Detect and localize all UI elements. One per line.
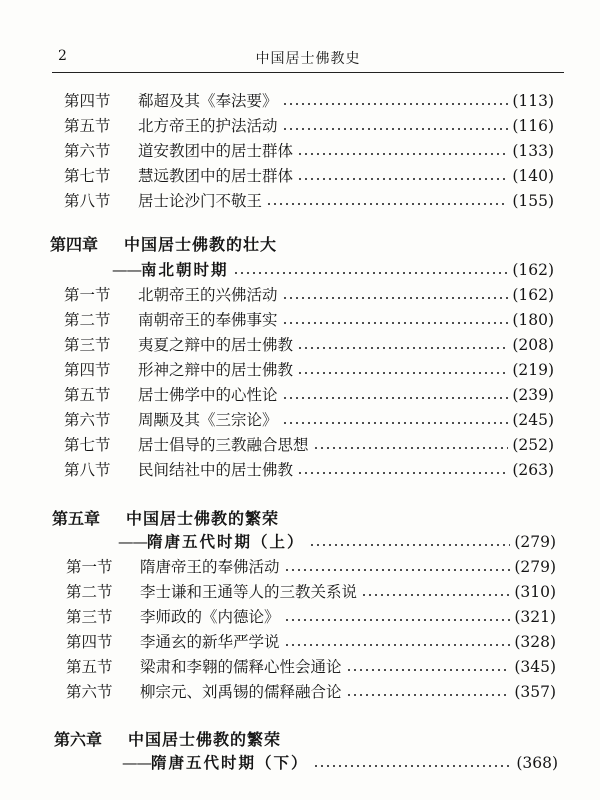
leader-dots	[266, 203, 508, 205]
section-page: (357)	[514, 683, 556, 701]
toc-entry	[66, 630, 556, 654]
leader-dots	[282, 422, 509, 424]
section-page: (116)	[512, 117, 554, 135]
page-header	[52, 46, 564, 73]
leader-dots	[282, 322, 509, 324]
section-title: 居士论沙门不敬王	[138, 192, 263, 210]
leader-dots	[284, 569, 511, 571]
section-number: 第四节	[66, 633, 113, 651]
section-title: 形神之辩中的居士佛教	[138, 361, 294, 379]
running-title: 中国居士佛教史	[255, 51, 361, 67]
chapter-period-entry	[122, 751, 558, 775]
section-title: 民间结社中的居士佛教	[138, 461, 294, 479]
chapter-number: 第四章	[50, 235, 99, 254]
leader-dots	[282, 297, 509, 299]
leader-dots	[313, 765, 513, 767]
dash: ——	[122, 754, 151, 772]
section-title: 周颙及其《三宗论》	[138, 411, 278, 429]
section-number: 第四节	[64, 361, 111, 379]
section-number: 第二节	[66, 583, 113, 601]
leader-dots	[284, 619, 511, 621]
section-title: 夷夏之辩中的居士佛教	[138, 336, 294, 354]
section-page: (345)	[514, 658, 556, 676]
chapter-period	[118, 530, 305, 554]
toc-entry	[64, 139, 554, 163]
section-number: 第一节	[66, 558, 113, 576]
chapter-heading	[54, 727, 281, 753]
section-title: 慧远教团中的居士群体	[138, 167, 294, 185]
leader-dots	[282, 103, 509, 105]
section-title: 隋唐帝王的奉佛活动	[140, 558, 280, 576]
toc-entry	[66, 605, 556, 629]
chapter-period-text: 南北朝时期	[141, 260, 229, 279]
section-number: 第八节	[64, 461, 111, 479]
toc-entry	[64, 189, 554, 213]
toc-entry	[64, 408, 554, 432]
chapter-page: (162)	[512, 261, 554, 279]
chapter-period	[122, 751, 309, 775]
chapter-title: 中国居士佛教的壮大	[124, 235, 278, 254]
section-page: (208)	[512, 336, 554, 354]
toc-entry	[64, 333, 554, 357]
toc-entry	[66, 680, 556, 704]
leader-dots	[346, 694, 511, 696]
section-page: (328)	[514, 633, 556, 651]
toc-entry	[64, 308, 554, 332]
section-title: 北朝帝王的兴佛活动	[138, 286, 278, 304]
section-number: 第五节	[64, 117, 111, 135]
section-page: (321)	[514, 608, 556, 626]
toc-entry	[66, 555, 556, 579]
section-title: 北方帝王的护法活动	[138, 117, 278, 135]
section-title: 郗超及其《奉法要》	[138, 92, 278, 110]
chapter-page: (279)	[514, 533, 556, 551]
section-number: 第三节	[64, 336, 111, 354]
chapter-period-entry	[118, 530, 556, 554]
section-number: 第三节	[66, 608, 113, 626]
chapter-number: 第六章	[54, 730, 103, 749]
leader-dots	[297, 153, 508, 155]
section-number: 第五节	[64, 386, 111, 404]
section-page: (140)	[512, 167, 554, 185]
toc-entry	[66, 580, 556, 604]
section-page: (252)	[512, 436, 554, 454]
section-page: (239)	[512, 386, 554, 404]
section-page: (263)	[512, 461, 554, 479]
chapter-number: 第五章	[52, 509, 101, 528]
toc-entry	[66, 655, 556, 679]
section-page: (245)	[512, 411, 554, 429]
leader-dots	[297, 178, 508, 180]
leader-dots	[297, 372, 508, 374]
toc-entry	[64, 164, 554, 188]
chapter-page: (368)	[516, 754, 558, 772]
section-number: 第五节	[66, 658, 113, 676]
leader-dots	[346, 669, 511, 671]
section-number: 第四节	[64, 92, 111, 110]
dash: ——	[112, 261, 141, 279]
section-page: (162)	[512, 286, 554, 304]
leader-dots	[282, 397, 509, 399]
toc-entry	[64, 358, 554, 382]
section-number: 第六节	[66, 683, 113, 701]
section-title: 居士佛学中的心性论	[138, 386, 278, 404]
chapter-period-text: 隋唐五代时期（上）	[147, 532, 305, 551]
leader-dots	[284, 644, 511, 646]
section-number: 第七节	[64, 167, 111, 185]
chapter-title: 中国居士佛教的繁荣	[126, 509, 280, 528]
section-page: (113)	[512, 92, 554, 110]
section-page: (279)	[514, 558, 556, 576]
section-title: 李士谦和王通等人的三教关系说	[140, 583, 358, 601]
toc-entry	[64, 458, 554, 482]
section-page: (310)	[514, 583, 556, 601]
toc-entry	[64, 383, 554, 407]
leader-dots	[297, 472, 508, 474]
section-title: 梁肃和李翱的儒释心性会通论	[140, 658, 342, 676]
section-number: 第七节	[64, 436, 111, 454]
section-number: 第八节	[64, 192, 111, 210]
section-number: 第六节	[64, 411, 111, 429]
chapter-title: 中国居士佛教的繁荣	[128, 730, 282, 749]
section-number: 第一节	[64, 286, 111, 304]
section-title: 李通玄的新华严学说	[140, 633, 280, 651]
section-title: 李师政的《内德论》	[140, 608, 280, 626]
toc-entry	[64, 114, 554, 138]
leader-dots	[297, 347, 508, 349]
leader-dots	[309, 544, 511, 546]
chapter-period-entry	[112, 258, 554, 282]
chapter-period	[112, 258, 229, 282]
chapter-heading	[52, 506, 279, 532]
section-title: 柳宗元、刘禹锡的儒释融合论	[140, 683, 342, 701]
section-title: 南朝帝王的奉佛事实	[138, 311, 278, 329]
section-number: 第二节	[64, 311, 111, 329]
page-number: 2	[58, 48, 67, 64]
section-title: 居士倡导的三教融合思想	[138, 436, 309, 454]
leader-dots	[233, 272, 509, 274]
section-page: (219)	[512, 361, 554, 379]
toc-entry	[64, 89, 554, 113]
toc-entry	[64, 283, 554, 307]
leader-dots	[282, 128, 509, 130]
toc-entry	[64, 433, 554, 457]
section-page: (180)	[512, 311, 554, 329]
leader-dots	[361, 594, 510, 596]
chapter-heading	[50, 232, 277, 258]
section-title: 道安教团中的居士群体	[138, 142, 294, 160]
leader-dots	[313, 447, 509, 449]
section-number: 第六节	[64, 142, 111, 160]
dash: ——	[118, 533, 147, 551]
section-page: (155)	[512, 192, 554, 210]
section-page: (133)	[512, 142, 554, 160]
chapter-period-text: 隋唐五代时期（下）	[151, 753, 309, 772]
